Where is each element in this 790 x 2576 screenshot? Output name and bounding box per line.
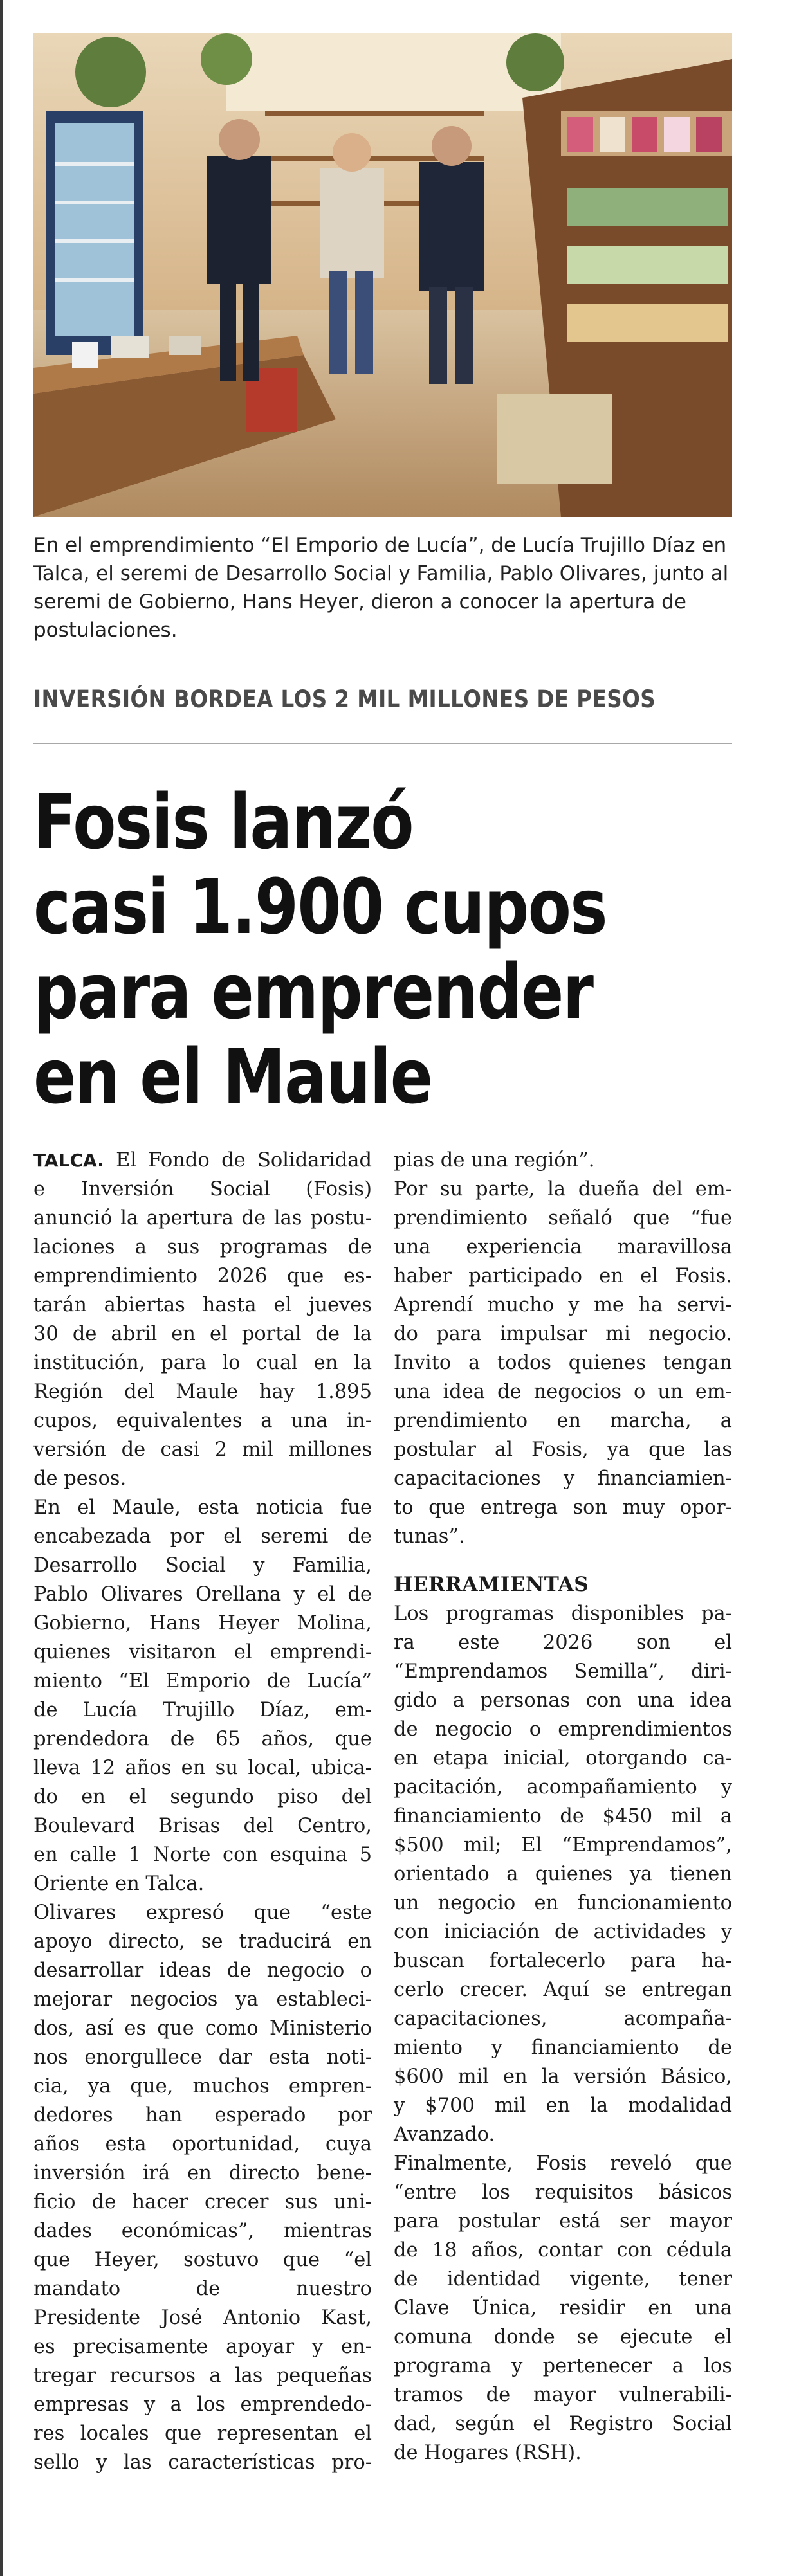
body-line: Invito a todos quienes tengan <box>394 1352 732 1374</box>
body-line: Región del Maule hay 1.895 <box>33 1381 372 1403</box>
body-line: res locales que representan el <box>33 2422 372 2445</box>
body-line: nos enorgullece dar esta noti- <box>33 2046 372 2069</box>
body-line: Oriente en Talca. <box>33 1873 205 1895</box>
body-line: financiamiento de $450 mil a <box>394 1805 732 1828</box>
body-line: para postular está ser mayor <box>394 2210 732 2233</box>
body-line: emprendimiento 2026 que es- <box>33 1265 372 1287</box>
body-line: tunas”. <box>394 1525 465 1548</box>
body-line: cerlo crecer. Aquí se entregan <box>394 1979 732 2001</box>
headline <box>33 779 674 1119</box>
page-edge-rule <box>0 0 3 2576</box>
body-line: es precisamente apoyar y en- <box>33 2336 372 2358</box>
photo-caption: En el emprendimiento “El Emporio de Lucía”, de Lucía Trujillo Díaz en Talca, el seremi de Desarrollo Social y Familia, Pablo Olivares, junto al seremi de Gobierno, Hans Heyer, dieron a conocer la apertura de postulaciones. <box>33 534 729 642</box>
body-line: prendimiento en marcha, a <box>394 1410 732 1432</box>
body-line: capacitaciones y financiamien- <box>394 1467 732 1490</box>
body-line: laciones a sus programas de <box>33 1236 372 1258</box>
body-line: Boulevard Brisas del Centro, <box>33 1815 372 1837</box>
body-line: ra este 2026 son el <box>394 1631 732 1654</box>
body-column-left <box>33 1146 372 2548</box>
body-line: Clave Única, residir en una <box>394 2297 732 2319</box>
body-line: capacitaciones, acompaña- <box>394 2008 732 2030</box>
kicker-divider <box>33 743 732 744</box>
body-line: do en el segundo piso del <box>33 1786 372 1808</box>
body-line: con iniciación de actividades y <box>394 1921 732 1943</box>
body-line: En el Maule, esta noticia fue <box>33 1496 372 1519</box>
body-line: comuna donde se ejecute el <box>394 2326 732 2348</box>
body-line: $500 mil; El “Emprendamos”, <box>394 1834 732 1856</box>
body-line: de Hogares (RSH). <box>394 2442 582 2464</box>
section-subhead: HERRAMIENTAS <box>394 1573 589 1596</box>
body-line: cupos, equivalentes a una in- <box>33 1410 372 1432</box>
body-line: de identidad vigente, tener <box>394 2268 732 2290</box>
body-line: un negocio en funcionamiento <box>394 1892 732 1914</box>
body-line: quienes visitaron el emprendi- <box>33 1641 372 1664</box>
body-line <box>33 1146 372 1175</box>
body-line: institución, para lo cual en la <box>33 1352 372 1374</box>
body-line: Avanzado. <box>394 2123 495 2146</box>
body-line: to que entrega son muy opor- <box>394 1496 732 1519</box>
body-line: de 18 años, contar con cédula <box>394 2239 732 2262</box>
body-line: 30 de abril en el portal de la <box>33 1323 372 1345</box>
body-line: gido a personas con una idea <box>394 1689 732 1712</box>
body-line: miento y financiamiento de <box>394 2036 732 2059</box>
body-line: postular al Fosis, ya que las <box>394 1438 732 1461</box>
kicker: INVERSIÓN BORDEA LOS 2 MIL MILLONES DE PESOS <box>33 685 656 713</box>
body-line: e Inversión Social (Fosis) <box>33 1178 372 1201</box>
body-line: dad, según el Registro Social <box>394 2413 732 2435</box>
body-line: años esta oportunidad, cuya <box>33 2133 372 2155</box>
body-line: haber participado en el Fosis. <box>394 1265 732 1287</box>
body-line: do para impulsar mi negocio. <box>394 1323 732 1345</box>
body-line: buscan fortalecerlo para ha- <box>394 1950 732 1972</box>
body-line: Los programas disponibles pa- <box>394 1602 732 1625</box>
body-line: una idea de negocios o un em- <box>394 1381 732 1403</box>
body-line: una experiencia maravillosa <box>394 1236 732 1258</box>
headline-line: en el Maule <box>33 1032 432 1121</box>
body-line: Gobierno, Hans Heyer Molina, <box>33 1612 372 1635</box>
body-line: mejorar negocios ya estableci- <box>33 1988 372 2011</box>
body-line: y $700 mil en la modalidad <box>394 2094 732 2117</box>
body-line: Pablo Olivares Orellana y el de <box>33 1583 372 1606</box>
headline-line: Fosis lanzó <box>33 777 413 866</box>
body-line: cia, ya que, muchos empren- <box>33 2075 372 2098</box>
body-line: miento “El Emporio de Lucía” <box>33 1670 372 1692</box>
body-line: dedores han esperado por <box>33 2104 372 2127</box>
body-line: $600 mil en la versión Básico, <box>394 2065 732 2088</box>
body-line: Presidente José Antonio Kast, <box>33 2307 372 2329</box>
body-line: de negocio o emprendimientos <box>394 1718 732 1741</box>
body-line: sello y las características pro- <box>33 2451 372 2474</box>
body-line: Desarrollo Social y Familia, <box>33 1554 372 1577</box>
body-line: “Emprendamos Semilla”, diri- <box>394 1660 732 1683</box>
body-line: Por su parte, la dueña del em- <box>394 1178 732 1201</box>
dateline: TALCA. <box>33 1150 104 1171</box>
headline-line: para emprender <box>33 947 593 1036</box>
body-line: de Lucía Trujillo Díaz, em- <box>33 1699 372 1721</box>
body-line: dos, así es que como Ministerio <box>33 2017 372 2040</box>
body-line: pacitación, acompañamiento y <box>394 1776 732 1799</box>
body-line: prendimiento señaló que “fue <box>394 1207 732 1229</box>
body-line: desarrollar ideas de negocio o <box>33 1959 372 1982</box>
body-line: tarán abiertas hasta el jueves <box>33 1294 372 1316</box>
body-line: prendedora de 65 años, que <box>33 1728 372 1750</box>
body-line: Aprendí mucho y me ha servi- <box>394 1294 732 1316</box>
body-line: inversión irá en directo bene- <box>33 2162 372 2184</box>
body-line: orientado a quienes ya tienen <box>394 1863 732 1885</box>
body-line: anunció la apertura de las postu- <box>33 1207 372 1229</box>
body-line: de pesos. <box>33 1467 127 1490</box>
body-line: “entre los requisitos básicos <box>394 2181 732 2204</box>
body-line: lleva 12 años en su local, ubica- <box>33 1757 372 1779</box>
body-line: empresas y a los emprendedo- <box>33 2393 372 2416</box>
body-line: dades económicas”, mientras <box>33 2220 372 2242</box>
body-text: El Fondo de Solidaridad <box>104 1149 372 1172</box>
body-line: en calle 1 Norte con esquina 5 <box>33 1844 372 1866</box>
body-line: versión de casi 2 mil millones <box>33 1438 372 1461</box>
body-line: encabezada por el seremi de <box>33 1525 372 1548</box>
body-line: tregar recursos a las pequeñas <box>33 2364 372 2387</box>
article-photo <box>33 33 732 517</box>
body-line: tramos de mayor vulnerabili- <box>394 2384 732 2406</box>
body-line: apoyo directo, se traducirá en <box>33 1930 372 1953</box>
headline-line: casi 1.900 cupos <box>33 862 607 951</box>
body-line: ficio de hacer crecer sus uni- <box>33 2191 372 2213</box>
body-line: programa y pertenecer a los <box>394 2355 732 2377</box>
photo-icon <box>33 33 732 517</box>
body-line: pias de una región”. <box>394 1149 595 1172</box>
body-line: en etapa inicial, otorgando ca- <box>394 1747 732 1770</box>
body-line: Finalmente, Fosis reveló que <box>394 2152 732 2175</box>
body-line: Olivares expresó que “este <box>33 1901 372 1924</box>
body-column-right <box>394 1146 732 2548</box>
body-line: mandato de nuestro <box>33 2278 372 2300</box>
body-line: que Heyer, sostuvo que “el <box>33 2249 372 2271</box>
